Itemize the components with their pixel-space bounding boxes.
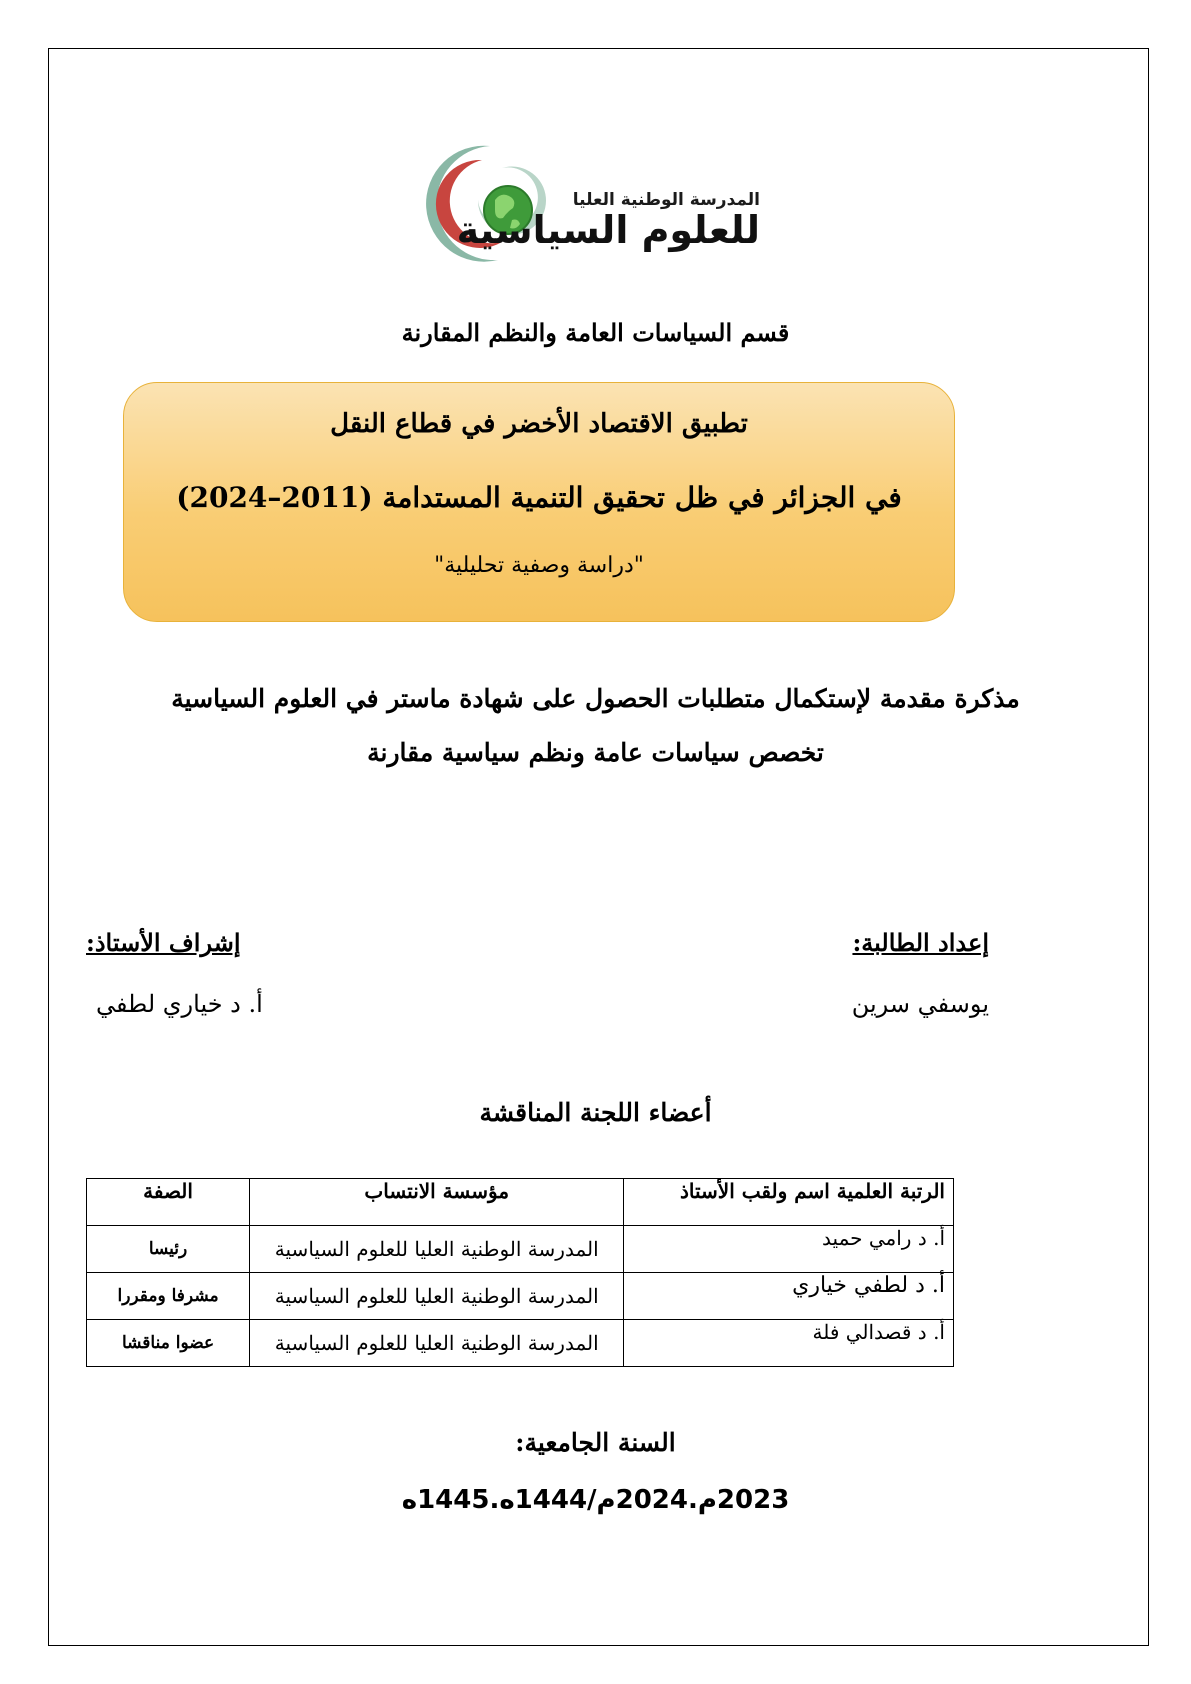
committee-table [86, 1178, 954, 1367]
table-header-row [87, 1179, 954, 1226]
thesis-study-type: "دراسة وصفية تحليلية" [434, 553, 644, 578]
table-row [87, 1320, 954, 1367]
memo-statement: مذكرة مقدمة لإستكمال متطلبات الحصول على شهادة ماستر في العلوم السياسية [171, 684, 1020, 713]
thesis-title-box [123, 382, 955, 622]
header-institution: مؤسسة الانتساب [250, 1179, 624, 1226]
thesis-title-line2: في الجزائر في ظل تحقيق التنمية المستدامة (2011–2024) [176, 481, 902, 514]
committee-title: أعضاء اللجنة المناقشة [479, 1098, 712, 1127]
student-label: إعداد الطالبة: [852, 928, 989, 957]
academic-year-value: 2023م.2024م/1444ه.1445ه [401, 1485, 790, 1515]
academic-year-label: السنة الجامعية: [515, 1428, 676, 1457]
school-logo [420, 138, 760, 268]
member-name: أ. د لطفي خياري [624, 1273, 954, 1320]
member-institution: المدرسة الوطنية العليا للعلوم السياسية [250, 1320, 624, 1367]
member-role: رئيسا [87, 1226, 250, 1273]
student-name: يوسفي سرين [851, 990, 989, 1018]
member-role: عضوا مناقشا [87, 1320, 250, 1367]
thesis-title-line1: تطبيق الاقتصاد الأخضر في قطاع النقل [330, 409, 748, 439]
table-row [87, 1273, 954, 1320]
header-name: الرتبة العلمية اسم ولقب الأستاذ [624, 1179, 954, 1226]
page-border [48, 48, 1149, 1646]
supervisor-label: إشراف الأستاذ: [86, 928, 241, 957]
member-institution: المدرسة الوطنية العليا للعلوم السياسية [250, 1273, 624, 1320]
header-role: الصفة [87, 1179, 250, 1226]
supervisor-name: أ. د خياري لطفي [96, 990, 263, 1018]
logo-political-sciences-line: للعلوم السياسية [456, 208, 760, 252]
memo-specialty: تخصص سياسات عامة ونظم سياسية مقارنة [367, 738, 824, 767]
table-row [87, 1226, 954, 1273]
member-name: أ. د قصدالي فلة [624, 1320, 954, 1367]
logo-school-line: المدرسة الوطنية العليا [572, 190, 760, 210]
member-name: أ. د رامي حميد [624, 1226, 954, 1273]
member-institution: المدرسة الوطنية العليا للعلوم السياسية [250, 1226, 624, 1273]
department-name: قسم السياسات العامة والنظم المقارنة [401, 318, 790, 347]
member-role: مشرفا ومقررا [87, 1273, 250, 1320]
